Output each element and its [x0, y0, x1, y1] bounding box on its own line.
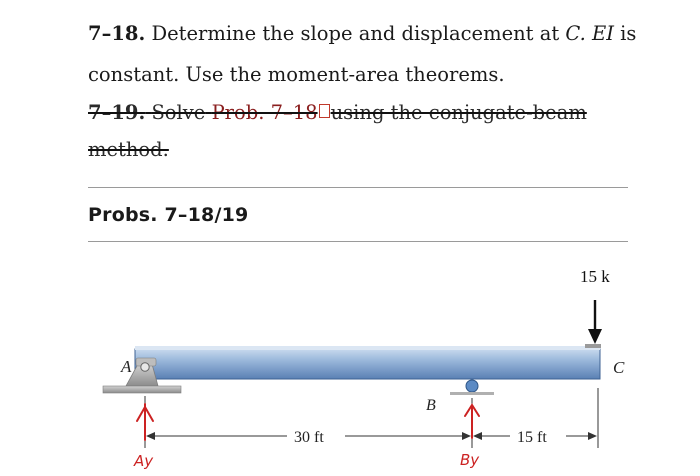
- beam: [135, 349, 600, 379]
- point-c-label: C: [613, 358, 625, 377]
- problem-text-tail: is: [620, 22, 637, 45]
- point-b-label: B: [426, 397, 436, 414]
- problem-line-2: constant. Use the moment-area theorems.: [88, 63, 505, 86]
- point-a-label: A: [121, 357, 132, 376]
- handwritten-ay: Ay: [134, 452, 154, 470]
- beam-top-face: [135, 346, 600, 350]
- handwritten-by: By: [460, 451, 480, 469]
- load-label: 15 k: [580, 267, 610, 286]
- load-arrow-15k: [588, 300, 602, 344]
- load-plate: [585, 344, 601, 348]
- dim-bc-label: 15 ft: [517, 429, 547, 446]
- struck-problem-line-2: method.: [88, 138, 169, 161]
- problem-number: 7–18.: [88, 22, 146, 45]
- figure-caption: Probs. 7–18/19: [88, 204, 249, 226]
- roller-support-b: [450, 380, 494, 395]
- var-c: C.: [565, 22, 586, 45]
- problem-text: Determine the slope and displacement at: [151, 22, 560, 45]
- var-ei: EI: [592, 22, 614, 45]
- struck-problem-line-1: 7–19. Solve Prob. 7–18 using the conjugate-beam: [88, 101, 587, 124]
- struck-number: 7–19.: [88, 101, 146, 124]
- struck-prob-ref: Prob. 7–18: [211, 101, 318, 124]
- handwritten-by-arrow: [465, 405, 479, 438]
- dim-ab-label: 30 ft: [294, 429, 324, 446]
